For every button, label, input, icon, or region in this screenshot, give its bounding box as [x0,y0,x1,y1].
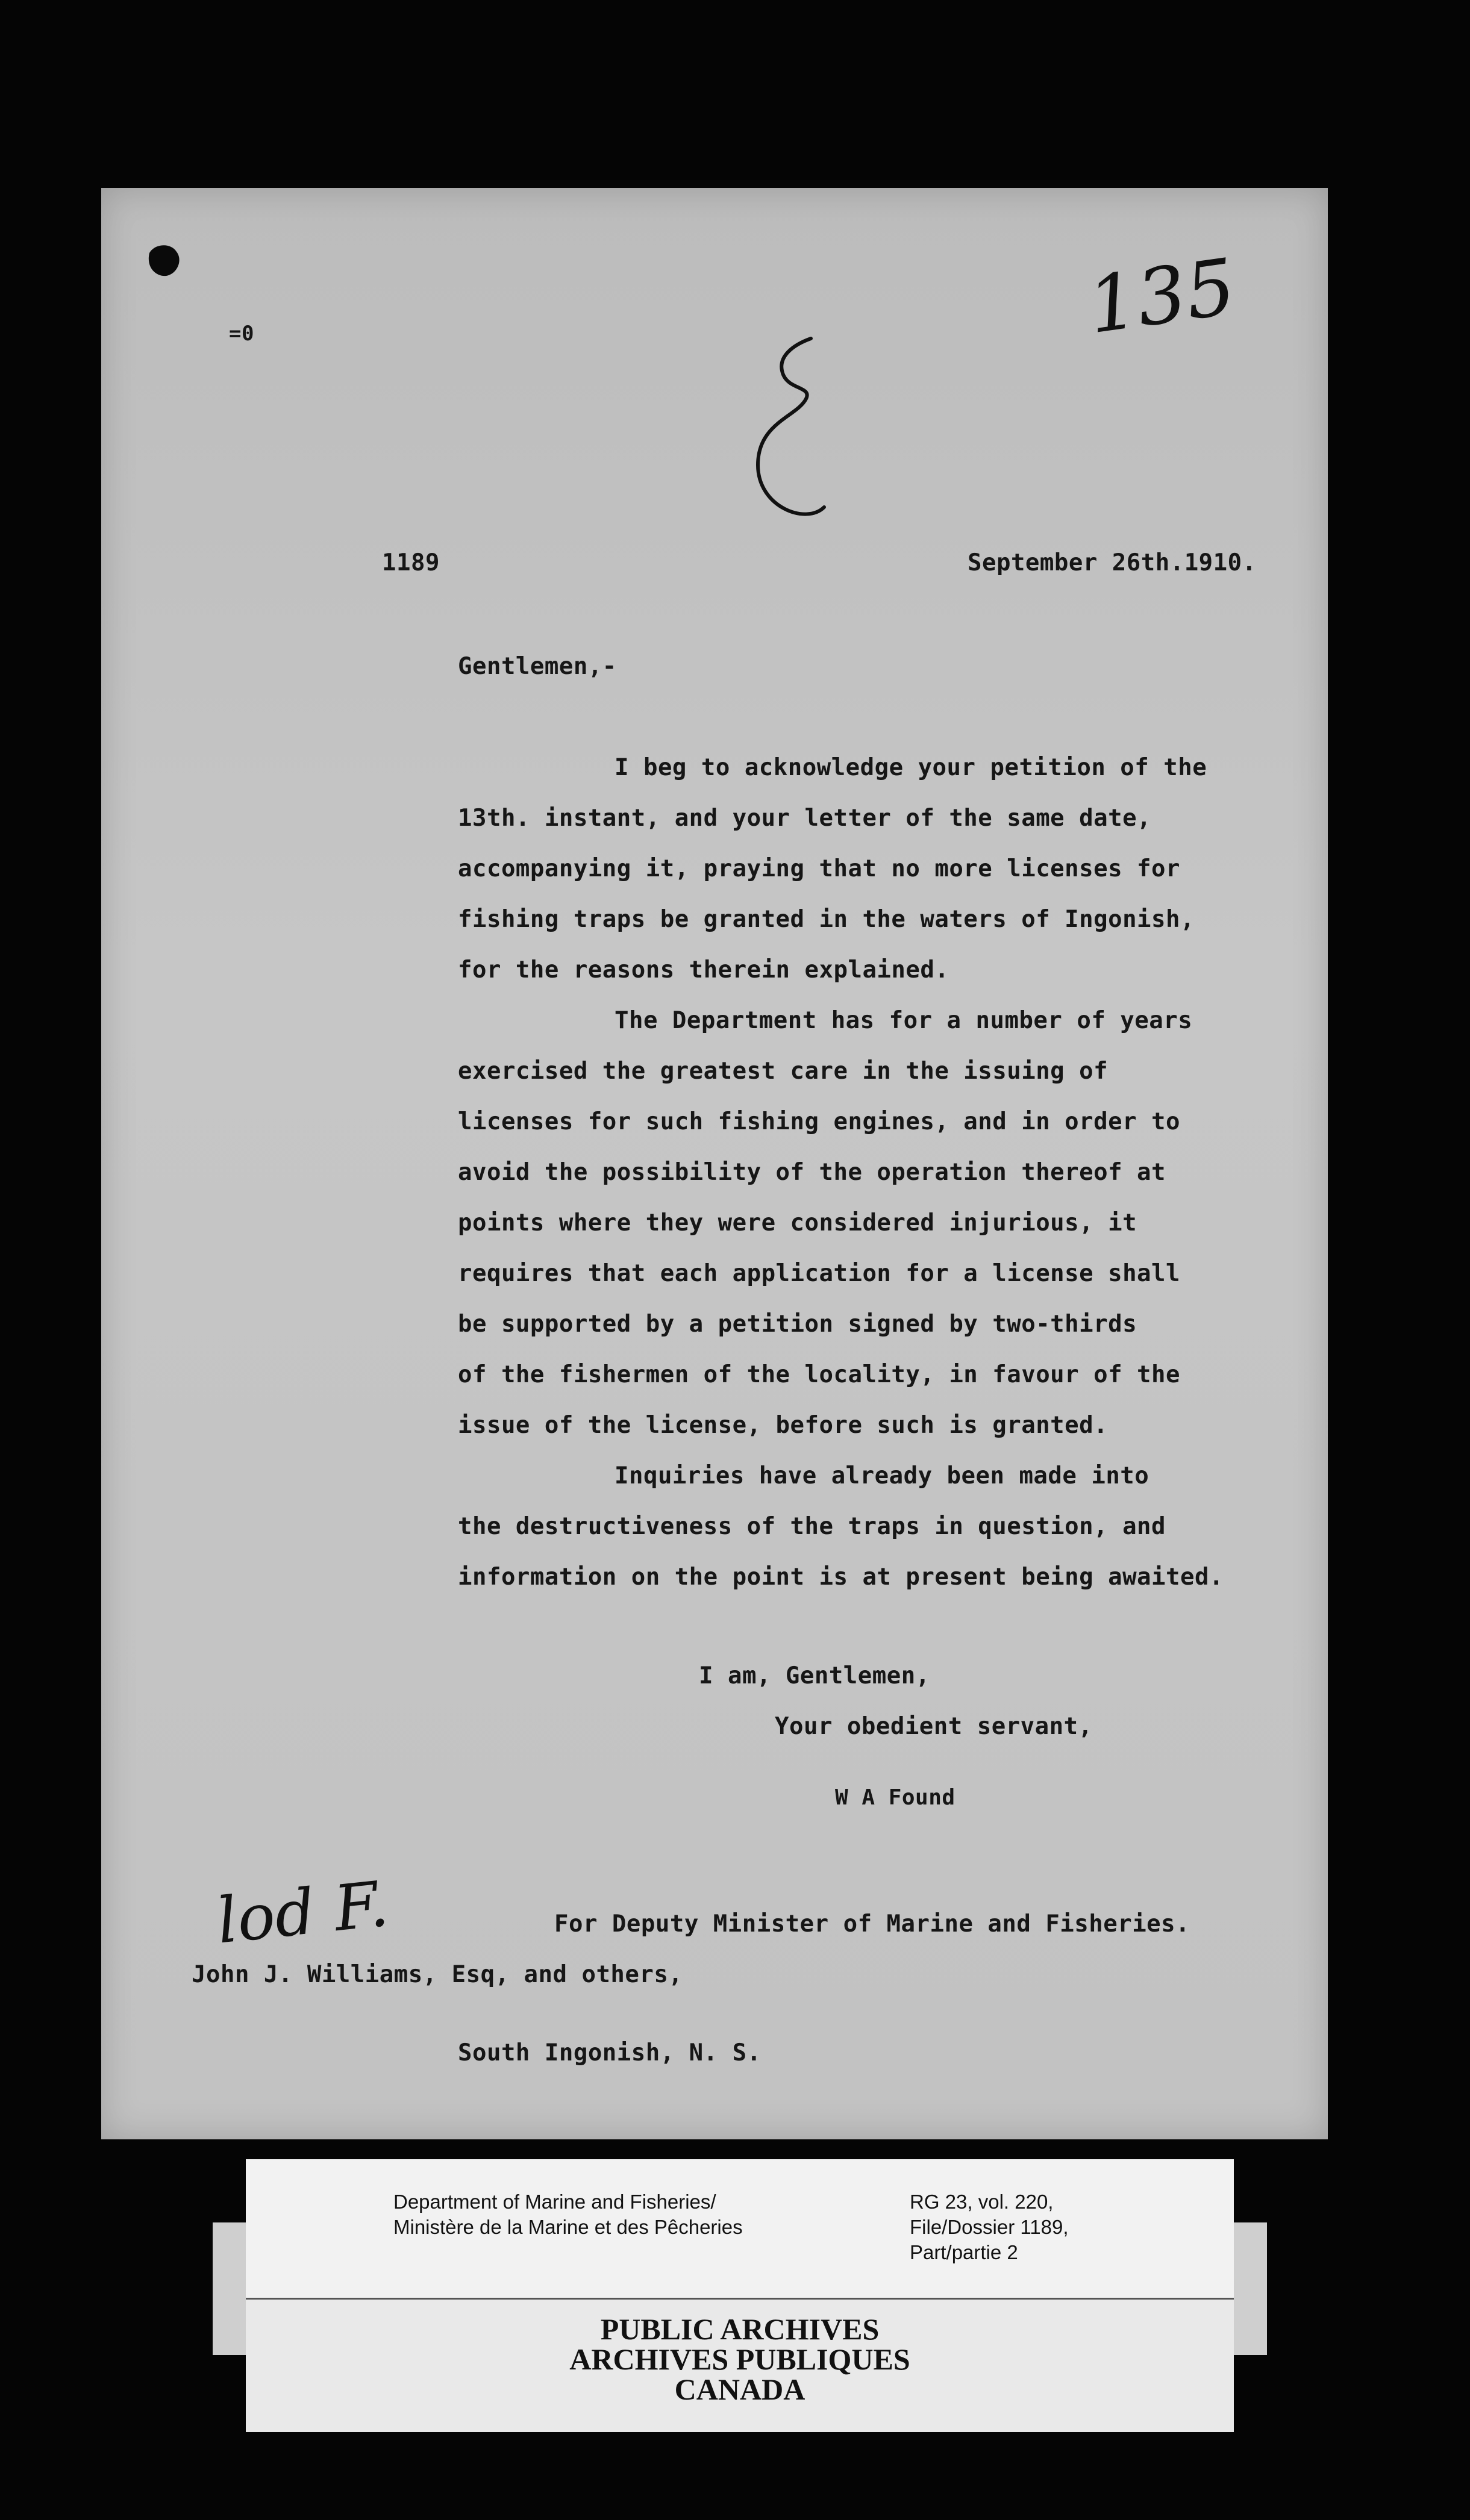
signature-title: For Deputy Minister of Marine and Fisheries. [554,1910,1190,1938]
archive-ref-1: RG 23, vol. 220, [910,2191,1054,2213]
ink-blot-mark [143,241,186,283]
body-line: the destructiveness of the traps in question, and [458,1513,1166,1540]
body-line: 13th. instant, and your letter of the same date, [458,805,1152,832]
handwritten-letter-mark [740,332,842,531]
label-tab-left [213,2222,246,2355]
signature: W A Found [835,1785,955,1810]
closing-line-1: I am, Gentlemen, [699,1662,930,1689]
archive-title-strip [246,2298,1234,2432]
body-line: I beg to acknowledge your petition of the [615,754,1207,781]
body-line: of the fishermen of the locality, in favour of the [458,1361,1180,1388]
letter-date: September 26th.1910. [968,549,1257,576]
dept-fr: Ministère de la Marine et des Pêcheries [393,2216,743,2238]
margin-mark: =0 [229,322,254,346]
recipient-address: South Ingonish, N. S. [458,2039,762,2066]
archive-title-country: CANADA [674,2372,805,2406]
salutation: Gentlemen,- [458,653,617,680]
page-number: 135 [1082,242,1241,352]
body-line: licenses for such fishing engines, and in order to [458,1108,1180,1135]
archive-title-fr: ARCHIVES PUBLIQUES [569,2342,910,2376]
body-line: information on the point is at present being awaited. [458,1564,1224,1591]
body-line: fishing traps be granted in the waters of Ingonish, [458,906,1195,933]
recipient: John J. Williams, Esq, and others, [192,1961,683,1988]
body-line: issue of the license, before such is granted. [458,1412,1109,1439]
archive-title-en: PUBLIC ARCHIVES [600,2312,880,2346]
handwritten-initials: lod F. [213,1867,392,1958]
body-line: The Department has for a number of years [615,1007,1193,1034]
body-line: avoid the possibility of the operation thereof at [458,1159,1166,1186]
body-line: be supported by a petition signed by two-thirds [458,1311,1137,1338]
archive-ref-3: Part/partie 2 [910,2241,1018,2263]
archive-ref-2: File/Dossier 1189, [910,2216,1069,2238]
body-line: Inquiries have already been made into [615,1462,1149,1489]
body-line: accompanying it, praying that no more licenses for [458,855,1180,882]
label-tab-right [1234,2222,1267,2355]
document-page [101,188,1328,2139]
body-line: for the reasons therein explained. [458,956,949,984]
body-line: requires that each application for a license shall [458,1260,1180,1287]
dept-en: Department of Marine and Fisheries/ [393,2191,716,2213]
file-number: 1189 [382,549,440,576]
body-line: points where they were considered injurious, it [458,1209,1137,1237]
closing-line-2: Your obedient servant, [775,1713,1093,1740]
body-line: exercised the greatest care in the issuing of [458,1058,1109,1085]
